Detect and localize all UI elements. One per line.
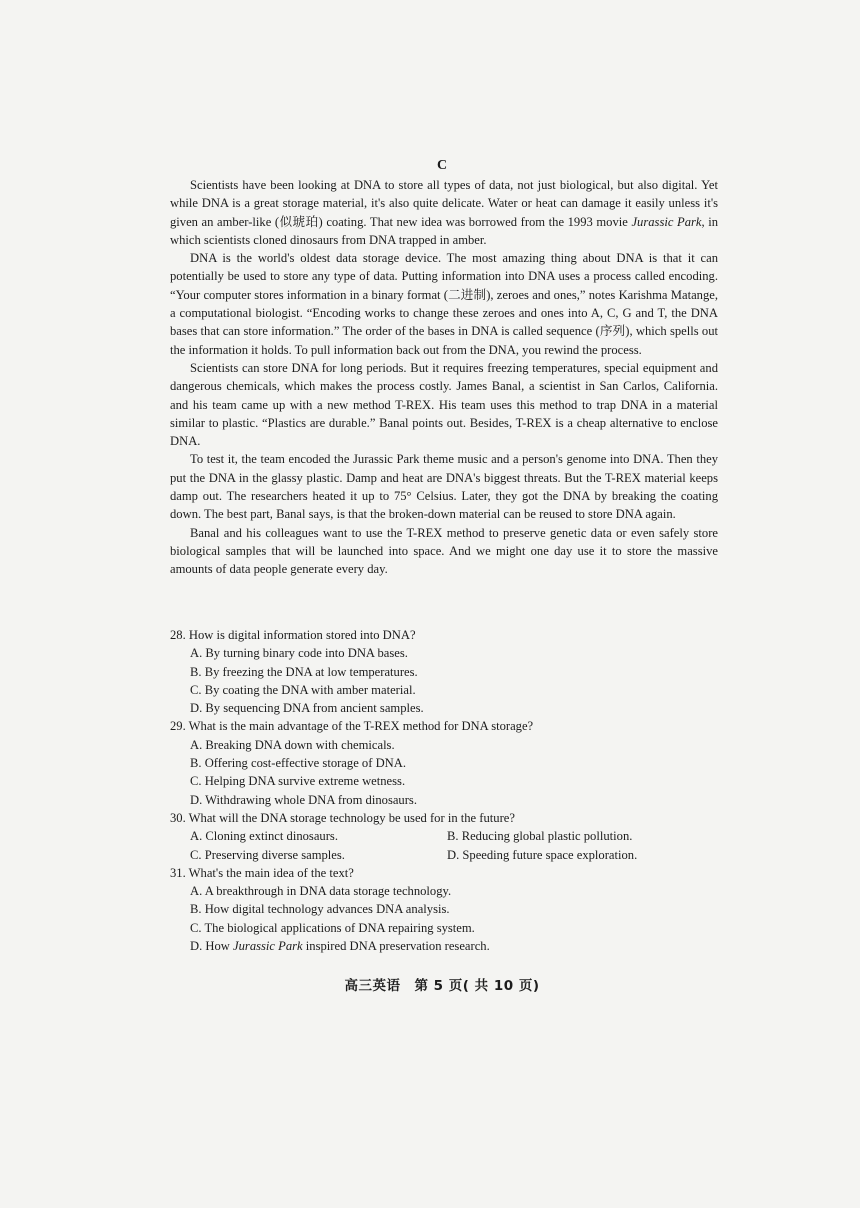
passage-paragraph-1 [170,176,718,249]
question-stem: 31. What's the main idea of the text? [170,865,354,880]
option-c: C. Preserving diverse samples. [190,847,345,862]
option-d: D. Speeding future space exploration. [447,847,638,862]
option-c: C. Helping DNA survive extreme wetness. [190,774,406,789]
option-d [170,937,730,955]
passage-paragraph-2: DNA is the world's oldest data storage device. The most amazing thing about DNA is that it can potentially be used to store any type of data. Putting information into DNA uses a process called encoding. “Your computer stores information in a binary format (二进制), zeroes and ones,” notes Karishma Matange, a computational biologist. “Encoding works to change these zeroes and ones into A, C, G and T, the DNA bases that can store information.” The order of the bases in DNA is called sequence (序列), which spells out the information it holds. To pull information back out from the DNA, you rewind the process. [170,251,718,357]
page-footer: 高三英语 第 5 页( 共 10 页) [344,978,540,994]
option-row [170,827,730,845]
movie-title: Jurassic Park [631,214,702,229]
option-b: B. Offering cost-effective storage of DNA. [190,756,407,771]
question-stem: 30. What will the DNA storage technology be used for in the future? [170,810,515,825]
option-a: A. Cloning extinct dinosaurs. [190,829,338,844]
paragraph-1-text-b: , in which scientists cloned dinosaurs from DNA trapped in amber. [170,214,719,247]
option-d: D. By sequencing DNA from ancient samples. [190,701,424,716]
option-c: C. By coating the DNA with amber material. [190,682,416,697]
passage-paragraph-3: Scientists can store DNA for long periods. But it requires freezing temperatures, special equipment and dangerous chemicals, which makes the process costly. James Banal, a scientist in San Carlos, California. and his team came up with a new method T-REX. His team uses this method to trap DNA in a material similar to plastic. “Plastics are durable.” Banal points out. Besides, T-REX is a cheap alternative to enclose DNA. [170,360,718,449]
option-b: B. By freezing the DNA at low temperatures. [190,664,418,679]
passage-paragraph-5: Banal and his colleagues want to use the T-REX method to preserve genetic data or even safely store biological samples that will be launched into space. And we might one day use it to store the massive amounts of data people generate every day. [170,525,718,577]
option-d-prefix: D. How [190,939,234,954]
option-c: C. The biological applications of DNA repairing system. [190,920,475,935]
reading-passage [170,176,718,579]
option-b: B. How digital technology advances DNA analysis. [190,902,450,917]
question-29 [170,717,730,808]
question-30 [170,809,730,864]
option-a: A. By turning binary code into DNA bases. [190,646,408,661]
option-d: D. Withdrawing whole DNA from dinosaurs. [190,792,417,807]
paragraph-1-text-a: Scientists have been looking at DNA to store all types of data, not just biological, but also digital. Yet while DNA is a great storage material, it's also quite delicate. Water or heat can damage it easily unless it's given an amber-like (似琥珀) coating. That new idea was borrowed from the 1993 movie [170,178,718,229]
question-28 [170,626,730,717]
option-a: A. Breaking DNA down with chemicals. [190,737,395,752]
question-stem: 28. How is digital information stored into DNA? [170,628,416,642]
question-31 [170,864,730,955]
question-list [170,626,730,955]
option-row [170,846,730,864]
section-heading: C [436,158,448,173]
option-d-suffix: inspired DNA preservation research. [302,939,490,954]
question-stem: 29. What is the main advantage of the T-REX method for DNA storage? [170,719,534,734]
option-a: A. A breakthrough in DNA data storage technology. [190,884,452,899]
passage-paragraph-4: To test it, the team encoded the Jurassic Park theme music and a person's genome into DNA. Then they put the DNA in the glassy plastic. Damp and heat are DNA's biggest threats. But the T-REX material keeps damp out. The researchers heated it up to 75° Celsius. Later, they got the DNA by breaking the coating down. The best part, Banal says, is that the broken-down material can be reused to store DNA again. [170,452,718,522]
option-b: B. Reducing global plastic pollution. [447,829,633,844]
movie-title: Jurassic Park [233,939,303,954]
